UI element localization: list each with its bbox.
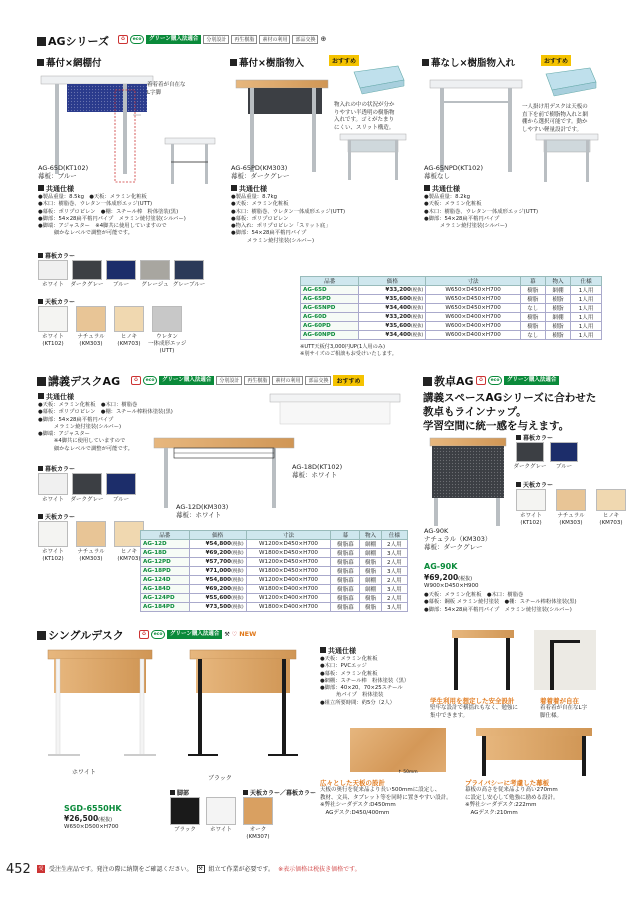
color-swatch <box>596 489 626 511</box>
table-cell: W600×D400×H700 <box>426 322 520 331</box>
table-cell: 網棚 <box>545 286 570 295</box>
feature-tag: 再生樹脂 <box>231 35 257 44</box>
color-swatch-label: ダークグレー <box>513 464 547 470</box>
table-cell: AG-12D <box>141 540 190 549</box>
color-swatch-label: グレージュ <box>141 282 169 288</box>
lectern-tags <box>476 375 559 385</box>
table-cell: 網棚 <box>360 540 381 549</box>
color-swatch-label: ホワイト <box>42 282 64 288</box>
table-row <box>141 540 408 549</box>
lectern-image <box>424 432 514 532</box>
table-cell: 樹脂幕 <box>331 594 360 603</box>
spec-header: 共通仕様 <box>38 392 74 402</box>
table-cell: 3人用 <box>381 585 407 594</box>
table-row <box>301 313 602 322</box>
feature-tag: 部品交換 <box>292 35 318 44</box>
table-cell: 1人用 <box>571 304 602 313</box>
color-swatch <box>76 521 106 547</box>
color-swatch-label: ホワイト (KT102) <box>42 549 64 562</box>
table-cell: 樹脂 <box>360 558 381 567</box>
table-cell: 樹脂 <box>360 567 381 576</box>
table-row <box>141 585 408 594</box>
panel2-model: AG-65PD(KM303) 幕板：ダークグレー <box>231 164 290 180</box>
table-cell: AG-184D <box>141 585 190 594</box>
color-swatch <box>516 489 546 511</box>
lectern-model: AG-90K ナチュラル（KM303） 幕板：ダークグレー <box>424 527 492 551</box>
recycle-icon: ♻ <box>131 376 141 385</box>
table-row <box>301 295 602 304</box>
recommend-badge: おすすめ <box>333 375 363 386</box>
table-row <box>141 558 408 567</box>
color-swatch-label: ホワイト (KT102) <box>520 513 542 526</box>
table-row <box>301 286 602 295</box>
single-desk-images <box>40 644 310 770</box>
table-row <box>141 576 408 585</box>
color-swatch-label: ブルー <box>112 497 130 503</box>
table-cell: 樹脂幕 <box>331 567 360 576</box>
recycle-icon: ♻ <box>139 630 149 639</box>
panel1-callout: 着着着が自在な L字脚 <box>147 82 186 96</box>
feature-tag: 部品交換 <box>305 376 331 385</box>
color-swatch <box>170 797 200 825</box>
spec-header: 共通仕様 <box>320 646 356 656</box>
panel3-model: AG-65NPD(KT102) 幕板なし <box>424 164 483 180</box>
table-cell: AG-60PD <box>301 322 359 331</box>
feature-tag: 素材の利用 <box>272 376 303 385</box>
table-cell: W1800×D450×H700 <box>246 567 331 576</box>
table-cell: 3人用 <box>381 603 407 612</box>
panel-color-label: 幕板カラー <box>38 251 75 260</box>
single-code: SGD-6550HK <box>64 804 122 813</box>
table-cell: 樹脂 <box>545 295 570 304</box>
lectern-spec-list: ●天板：メラミン化粧板 ●木口：樹脂巻 ●幕板：鋼板 メラミン焼付塗装 ●棚：スチール棒粉体塗装(黒) ●脚部：54×28扁平楕円パイプ メラミン焼付塗装(シルバー) <box>424 592 577 613</box>
table-cell: ¥54,800(税抜) <box>189 576 246 585</box>
table-row <box>141 594 408 603</box>
table-cell: AG-12PD <box>141 558 190 567</box>
color-swatch-label: ナチュラル (KM303) <box>77 549 105 562</box>
table-cell: W1200×D450×H700 <box>246 540 331 549</box>
table-cell: 2人用 <box>381 594 407 603</box>
table-cell: なし <box>520 304 545 313</box>
assembly-icon: ⚒ <box>198 865 203 872</box>
color-swatch <box>72 473 102 495</box>
lecture-price-table <box>140 530 408 612</box>
color-swatch <box>556 489 586 511</box>
panel-color-label: 幕板カラー <box>38 464 75 473</box>
section-title-lecture: 講義デスクAG <box>37 373 120 389</box>
table-cell: W1200×D400×H700 <box>246 594 331 603</box>
table-cell: ¥71,000(税抜) <box>189 567 246 576</box>
table-cell: 樹脂幕 <box>331 603 360 612</box>
table-cell: なし <box>520 331 545 340</box>
table-header-cell: 品番 <box>141 531 190 540</box>
color-swatch-label: ウレタン 一体成形エッジ (UTT) <box>148 334 187 354</box>
table-header-cell: 価格 <box>359 277 426 286</box>
color-swatch-label: ホワイト <box>210 827 232 833</box>
panel1-model: AG-65D(KT102) 幕板：ブルー <box>38 164 89 180</box>
green-tag: グリーン購入法適合 <box>167 630 222 639</box>
panel-color-label: 幕板カラー <box>516 433 553 442</box>
table-cell: ¥54,800(税抜) <box>189 540 246 549</box>
table-cell: 樹脂 <box>520 322 545 331</box>
color-swatch-label: ホワイト <box>42 497 64 503</box>
lecture-desk-image <box>150 388 410 518</box>
table-cell: ¥35,600(税抜) <box>359 322 426 331</box>
lectern-code: AG-90K <box>424 562 458 571</box>
color-swatch <box>516 442 544 462</box>
table-cell: W1800×D400×H700 <box>246 603 331 612</box>
table-cell: 1人用 <box>571 286 602 295</box>
table-cell: AG-124PD <box>141 594 190 603</box>
table-header-cell: 幕 <box>331 531 360 540</box>
table-cell: 網棚 <box>360 576 381 585</box>
label-black: ブラック <box>208 775 232 782</box>
color-swatch <box>243 797 273 825</box>
page-number: 452 <box>6 862 31 877</box>
color-swatch <box>106 260 136 280</box>
table-cell: 網棚 <box>545 313 570 322</box>
color-swatch <box>72 260 102 280</box>
table-cell: 樹脂 <box>360 603 381 612</box>
feature2-text: 着着着が自在なL字 脚仕様。 <box>540 705 588 719</box>
color-swatch-label: ヒノキ (KM703) <box>117 334 141 347</box>
top-color-label: 天板カラー <box>38 512 75 521</box>
green-tag: グリーン購入法適合 <box>504 376 559 385</box>
spec-header: 共通仕様 <box>231 184 267 194</box>
table-cell: AG-60NPD <box>301 331 359 340</box>
table-header-cell: 品番 <box>301 277 359 286</box>
ag-table-notes: ※UTT天板付3,000円UP(1人用のみ) ※別サイズのご相談もお受けいたします。 <box>300 344 397 357</box>
eco-mark-icon: eco <box>151 630 165 639</box>
lecture-tags <box>131 375 364 385</box>
spec-list-3: ●製品重量：8.2kg ●天板：メラミン化粧板 ●木口：樹脂巻、ウレタン一体成形エッジ(UTT) ●脚部：54×28扁平楕円パイプ メラミン焼付塗装(シルバー) <box>424 194 539 230</box>
footer-notes: 受 受注生産品です。発注の際に納期をご確認ください。 ⚒ 組立て作業が必要です。 ※表示価格は税抜き価格です。 <box>38 865 361 873</box>
feature4-text: 幕板の高さを従来品より高い270mm に設定し安心して勉強に励める設計。 ※弊社シーダデスク:222mm AGデスク:210mm <box>465 787 559 816</box>
color-swatch <box>38 521 68 547</box>
table-cell: 2人用 <box>381 558 407 567</box>
table-cell: 樹脂幕 <box>331 558 360 567</box>
color-swatch <box>76 306 106 332</box>
table-cell: AG-124D <box>141 576 190 585</box>
color-swatch-label: ブルー <box>112 282 130 288</box>
resin-storage-image <box>350 62 406 98</box>
table-header-cell: 寸法 <box>246 531 331 540</box>
table-cell: 樹脂幕 <box>331 549 360 558</box>
eco-mark-icon: eco <box>143 376 157 385</box>
color-swatch <box>206 797 236 825</box>
single-spec-list: ●天板：メラミン化粧板 ●木口：PVCエッジ ●幕板：メラミン化粧板 ●網棚：スチール棒 粉体塗装（黒） ●脚部：40×20、70×25スチール 角パイプ 粉体塗装 ●組立所要時間：約5分（2人） <box>320 656 410 706</box>
color-swatch-label: ダークグレー <box>70 282 104 288</box>
color-swatch <box>38 306 68 332</box>
section-title-ag-series: AGシリーズ <box>37 33 109 49</box>
table-header-cell: 物入 <box>545 277 570 286</box>
leg-color-label: 脚部 <box>170 788 189 797</box>
wide-top-image <box>350 728 446 772</box>
table-cell: W1800×D450×H700 <box>246 549 331 558</box>
color-swatch <box>550 442 578 462</box>
feature3-text: 天板の奥行を従来品より長い500mmに設定し、 教材、文具、タブレット等を同時に置きやすい設計。 ※弊社シーダデスク:D450mm AGデスク:D450/400mm <box>320 787 452 816</box>
table-cell: AG-65D <box>301 286 359 295</box>
table-header-cell: 価格 <box>189 531 246 540</box>
single-tags <box>139 629 256 639</box>
color-swatch <box>106 473 136 495</box>
table-cell: 樹脂幕 <box>331 540 360 549</box>
eco-mark-icon: eco <box>488 376 502 385</box>
panel1-title: 幕付×網棚付 <box>37 55 101 69</box>
table-cell: W650×D450×H700 <box>426 295 520 304</box>
green-tag: グリーン購入法適合 <box>159 376 214 385</box>
color-swatch-label: ナチュラル (KM303) <box>77 334 105 347</box>
spec-header: 共通仕様 <box>424 184 460 194</box>
feature1-text: 堅牢な設計で横揺れもなく、勉強に 集中できます。 <box>430 705 518 719</box>
ag-price-table <box>300 276 602 340</box>
table-cell: ¥69,200(税抜) <box>189 549 246 558</box>
feature2-title: 着着着が自在 <box>540 697 579 705</box>
color-swatch-label: ホワイト (KT102) <box>42 334 64 347</box>
dimension-label: ↑ 50mm <box>398 770 418 775</box>
color-swatch-label: ブルー <box>555 464 573 470</box>
table-cell: 3人用 <box>381 549 407 558</box>
lecture-model-a: AG-12D(KM303) 幕板：ホワイト <box>176 503 229 519</box>
table-cell: W1200×D400×H700 <box>246 576 331 585</box>
section-title-lectern: 教卓AG <box>423 373 474 389</box>
table-cell: AG-184PD <box>141 603 190 612</box>
table-cell: ¥34,400(税抜) <box>359 304 426 313</box>
new-badge: NEW <box>239 630 257 638</box>
table-cell: ¥35,600(税抜) <box>359 295 426 304</box>
privacy-panel-image <box>462 726 602 782</box>
feature-tag: 再生樹脂 <box>244 376 270 385</box>
color-swatch <box>152 306 182 332</box>
color-swatch-label: ブラック <box>174 827 196 833</box>
spec-header: 共通仕様 <box>38 184 74 194</box>
table-row <box>301 322 602 331</box>
table-header-cell: 物入 <box>360 531 381 540</box>
resin-storage-image <box>542 64 598 100</box>
lectern-price: ¥69,200(税抜) <box>424 573 473 582</box>
section-title-single: シングルデスク <box>37 627 124 643</box>
spec-list-1: ●製品重量：8.5kg ●天板：メラミン化粧板 ●木口：樹脂巻、ウレタン一体成形エッジ(UTT) ●幕板：ポリプロピレン ●棚：スチール棒 粉体塗装(黒) ●脚部：54×28扁平楕円パイプ メラミン焼付塗装(シルバー) ●脚端：アジャスター ※4脚共に使用していますので 細かなレベルで調整が可能です。 <box>38 194 186 237</box>
table-cell: 1人用 <box>571 313 602 322</box>
panel3-title: 幕なし×樹脂物入れ <box>422 55 515 69</box>
table-cell: 1人用 <box>571 295 602 304</box>
table-cell: 3人用 <box>381 567 407 576</box>
single-price: ¥26,500(税抜) <box>64 814 113 823</box>
tool-icon: ⚒ <box>224 630 230 638</box>
order-icon: 受 <box>38 865 44 872</box>
single-size: W650×D500×H700 <box>64 824 119 830</box>
ag-series-tags <box>118 34 326 44</box>
color-swatch-label: グレーブルー <box>172 282 206 288</box>
plus-circle-icon: ⊕ <box>320 35 327 43</box>
table-cell: 樹脂幕 <box>331 585 360 594</box>
table-row <box>141 549 408 558</box>
table-cell: ¥73,500(税抜) <box>189 603 246 612</box>
heart-icon: ♡ <box>231 630 238 638</box>
table-cell: 1人用 <box>571 322 602 331</box>
table-cell: 樹脂 <box>545 322 570 331</box>
table-cell: W650×D450×H700 <box>426 286 520 295</box>
lecture-spec-list: ●天板：メラミン化粧板 ●木口：樹脂巻 ●幕板：ポリプロピレン ●棚：スチール棒粉体塗装(黒) ●脚部：54×28扁平楕円パイプ メラミン焼付塗装(シルバー) ●脚端：アジャスター ※4脚共に使用していますので 細かなレベルで調整が可能です。 <box>38 402 173 452</box>
feature1-title: 学生利用を想定した安全設計 <box>430 697 515 705</box>
table-cell: AG-18PD <box>141 567 190 576</box>
color-swatch-label: ヒノキ (KM703) <box>117 549 141 562</box>
table-cell: 1人用 <box>571 331 602 340</box>
table-cell: ¥34,400(税抜) <box>359 331 426 340</box>
recommend-badge: おすすめ <box>329 55 359 66</box>
color-swatch-label: ヒノキ (KM703) <box>599 513 623 526</box>
green-tag: グリーン購入法適合 <box>146 35 201 44</box>
table-cell: W600×D400×H700 <box>426 331 520 340</box>
table-cell: W1800×D400×H700 <box>246 585 331 594</box>
table-row <box>301 331 602 340</box>
table-cell: AG-60D <box>301 313 359 322</box>
table-row <box>141 567 408 576</box>
table-cell: ¥33,200(税抜) <box>359 286 426 295</box>
table-header-cell: 仕様 <box>381 531 407 540</box>
panel2-callout: 物入れの中の状況が分か りやすい半透明の樹脂物 入れです。ゴミがたまり にくい、スリット構造。 <box>334 102 395 131</box>
table-header-cell: 寸法 <box>426 277 520 286</box>
color-swatch <box>114 306 144 332</box>
lecture-model-b: AG-18D(KT102) 幕板：ホワイト <box>292 463 343 479</box>
table-cell: W1200×D450×H700 <box>246 558 331 567</box>
feature3-title: 広々とした天板の設計 <box>320 779 385 787</box>
table-cell: 樹脂 <box>520 295 545 304</box>
table-header-cell: 仕様 <box>571 277 602 286</box>
table-cell: ¥55,600(税抜) <box>189 594 246 603</box>
recycle-icon: ♻ <box>118 35 128 44</box>
top-color-label: 天板カラー／幕板カラー <box>243 788 316 797</box>
table-cell: AG-65PD <box>301 295 359 304</box>
color-swatch <box>140 260 170 280</box>
table-cell: 樹脂 <box>520 286 545 295</box>
top-color-label: 天板カラー <box>38 297 75 306</box>
table-cell: W650×D450×H700 <box>426 304 520 313</box>
table-cell: ¥33,200(税抜) <box>359 313 426 322</box>
table-cell: 網棚 <box>360 549 381 558</box>
table-cell: ¥57,700(税抜) <box>189 558 246 567</box>
table-cell: AG-65NPD <box>301 304 359 313</box>
panel2-title: 幕付×樹脂物入 <box>230 55 304 69</box>
table-cell: 樹脂 <box>545 331 570 340</box>
color-swatch <box>38 473 68 495</box>
feature-tag: 分別設計 <box>203 35 229 44</box>
table-cell: 樹脂 <box>520 313 545 322</box>
table-row <box>141 603 408 612</box>
eco-mark-icon: eco <box>130 35 144 44</box>
lectern-headline: 講義スペースAGシリーズに合わせた 教卓もラインナップ。 学習空間に統一感を与えます。 <box>423 392 597 432</box>
feature-tag: 素材の利用 <box>259 35 290 44</box>
feature-tag: 分別設計 <box>216 376 242 385</box>
color-swatch <box>38 260 68 280</box>
label-white: ホワイト <box>72 769 96 776</box>
color-swatch-label: ナチュラル (KM303) <box>557 513 585 526</box>
recommend-badge: おすすめ <box>541 55 571 66</box>
table-cell: 樹脂幕 <box>331 576 360 585</box>
table-row <box>301 304 602 313</box>
table-cell: AG-18D <box>141 549 190 558</box>
lectern-size: W900×D450×H900 <box>424 583 479 589</box>
table-cell: 網棚 <box>360 585 381 594</box>
spec-list-2: ●製品重量：8.7kg ●天板：メラミン化粧板 ●木口：樹脂巻、ウレタン一体成形エッジ(UTT) ●幕板：ポリプロピレン ●物入れ：ポリプロピレン「スリット底」 ●脚部：54×28扁平楕円パイプ メラミン焼付塗装(シルバー) <box>231 194 346 244</box>
recycle-icon: ♻ <box>476 376 486 385</box>
table-cell: 2人用 <box>381 576 407 585</box>
color-swatch-label: オーク (KM307) <box>246 827 270 840</box>
top-color-label: 天板カラー <box>516 480 553 489</box>
table-header-cell: 幕 <box>520 277 545 286</box>
panel3-callout: 一人掛け用デスクは天板の 直下を前で樹脂物入れと網 棚から選択可能です。動か しやすい軽量設計です。 <box>522 104 589 133</box>
table-cell: 樹脂 <box>545 304 570 313</box>
color-swatch <box>174 260 204 280</box>
table-cell: 樹脂 <box>360 594 381 603</box>
table-cell: ¥69,200(税抜) <box>189 585 246 594</box>
table-cell: 2人用 <box>381 540 407 549</box>
color-swatch-label: ダークグレー <box>70 497 104 503</box>
table-cell: W600×D400×H700 <box>426 313 520 322</box>
feature4-title: プライバシーに考慮した幕板 <box>465 779 550 787</box>
